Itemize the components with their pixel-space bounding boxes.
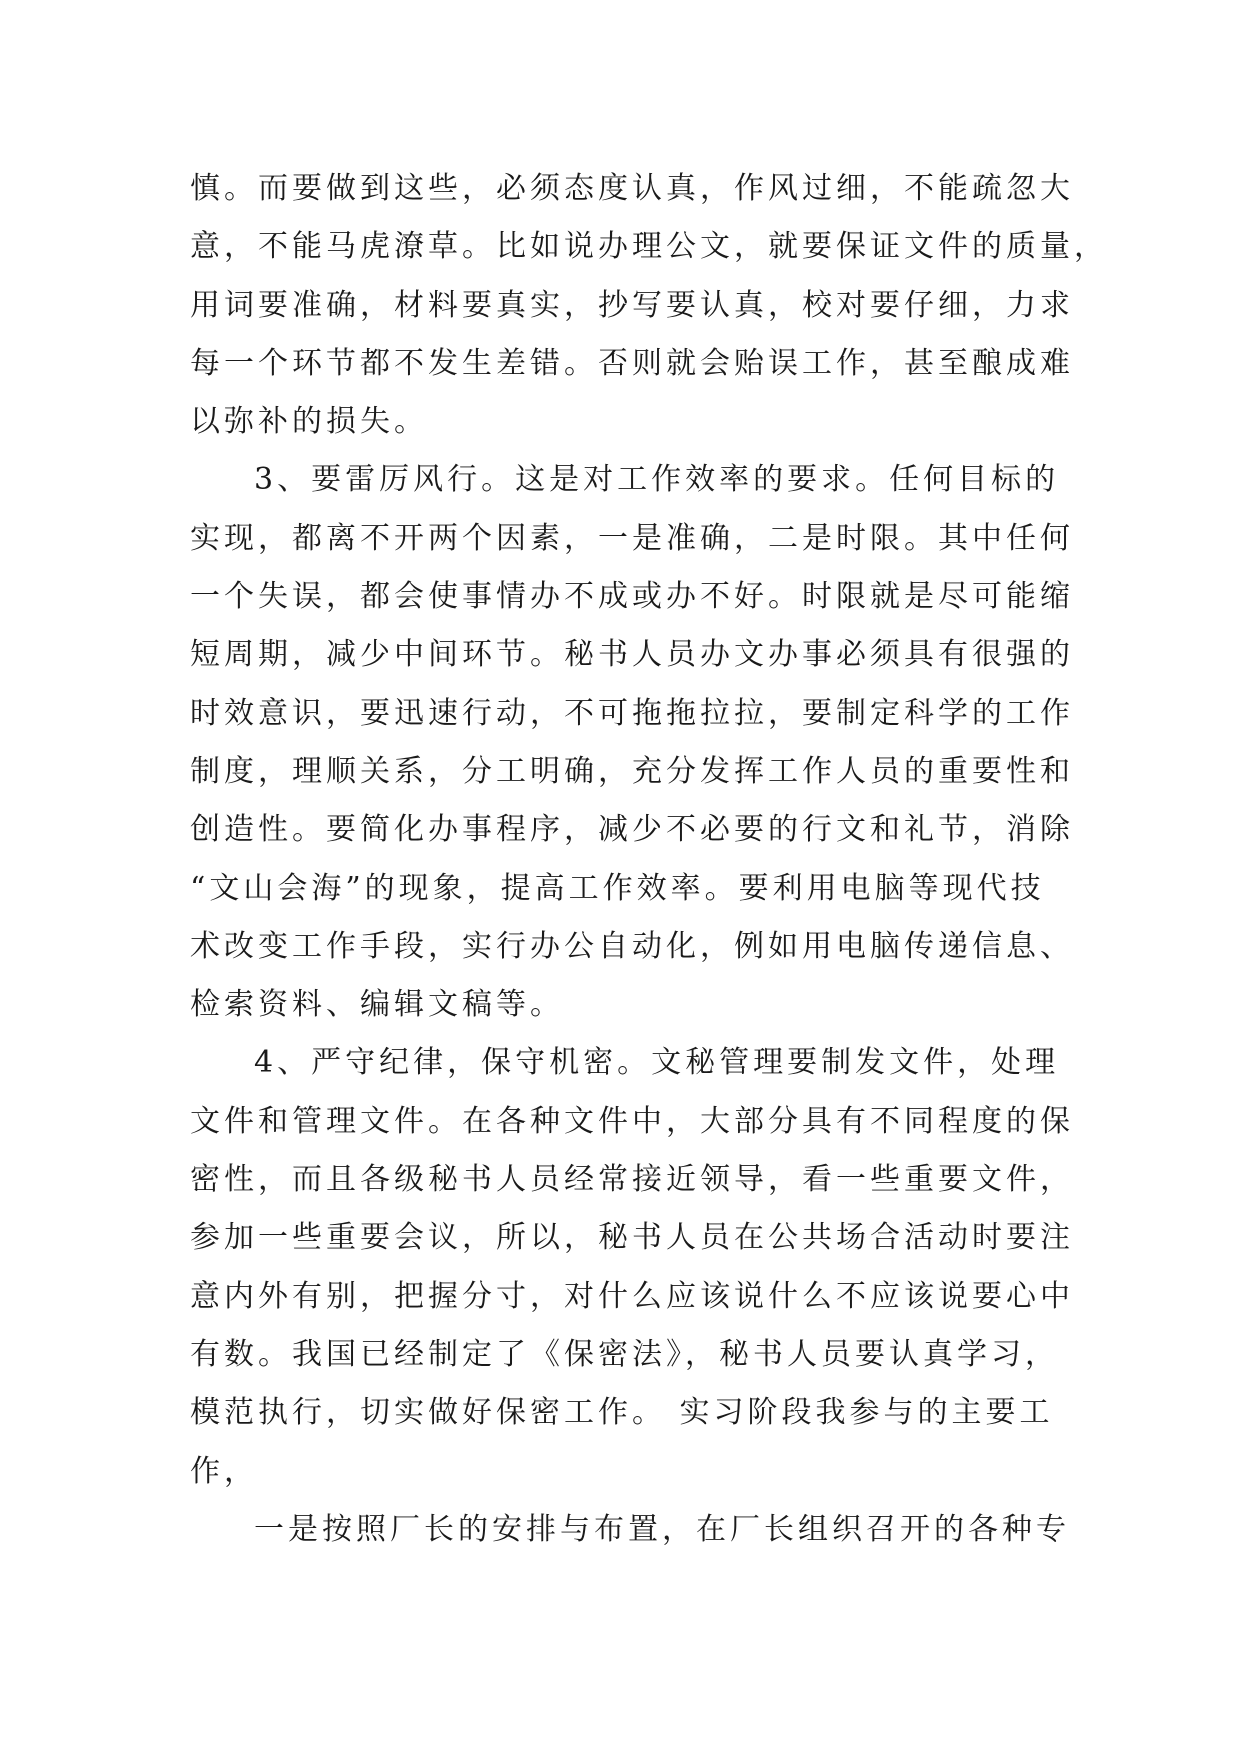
text-line: 模范执行，切实做好保密工作。 实习阶段我参与的主要工 <box>190 1395 1054 1431</box>
text-line: 术改变工作手段，实行办公自动化，例如用电脑传递信息、 <box>190 928 1074 964</box>
text-line: 检索资料、编辑文稿等。 <box>190 987 564 1023</box>
text-line: 创造性。要简化办事程序，减少不必要的行文和礼节，消除 <box>190 812 1074 848</box>
text-line: 一个失误，都会使事情办不成或办不好。时限就是尽可能缩 <box>190 579 1074 615</box>
text-line: 参加一些重要会议，所以，秘书人员在公共场合活动时要注 <box>190 1220 1074 1256</box>
text-line: 意，不能马虎潦草。比如说办理公文，就要保证文件的质量， <box>190 229 1108 265</box>
text-line: 时效意识，要迅速行动，不可拖拖拉拉，要制定科学的工作 <box>190 695 1074 731</box>
text-line: 短周期，减少中间环节。秘书人员办文办事必须具有很强的 <box>190 637 1074 673</box>
text-line: 制度，理顺关系，分工明确，充分发挥工作人员的重要性和 <box>190 753 1074 789</box>
text-line: 每一个环节都不发生差错。否则就会贻误工作，甚至酿成难 <box>190 345 1074 381</box>
text-line: 作， <box>190 1453 258 1489</box>
text-line: 用词要准确，材料要真实，抄写要认真，校对要仔细，力求 <box>190 287 1074 323</box>
text-line: 密性，而且各级秘书人员经常接近领导，看一些重要文件， <box>190 1162 1074 1198</box>
text-line: 实现，都离不开两个因素，一是准确，二是时限。其中任何 <box>190 520 1074 556</box>
paragraph-start-line: 4、严守纪律，保守机密。文秘管理要制发文件，处理 <box>254 1045 1060 1081</box>
text-line: “文山会海”的现象，提高工作效率。要利用电脑等现代技 <box>190 870 1045 906</box>
paragraph-start-line: 3、要雷厉风行。这是对工作效率的要求。任何目标的 <box>254 462 1060 498</box>
paragraph-start-line: 一是按照厂长的安排与布置，在厂长组织召开的各种专 <box>254 1511 1070 1547</box>
text-line: 意内外有别，把握分寸，对什么应该说什么不应该说要心中 <box>190 1278 1074 1314</box>
text-line: 文件和管理文件。在各种文件中，大部分具有不同程度的保 <box>190 1103 1074 1139</box>
text-line: 以弥补的损失。 <box>190 404 428 440</box>
document-body <box>190 160 1108 1559</box>
text-line: 慎。而要做到这些，必须态度认真，作风过细，不能疏忽大 <box>190 171 1074 206</box>
text-line: 有数。我国已经制定了《保密法》，秘书人员要认真学习， <box>190 1336 1059 1372</box>
